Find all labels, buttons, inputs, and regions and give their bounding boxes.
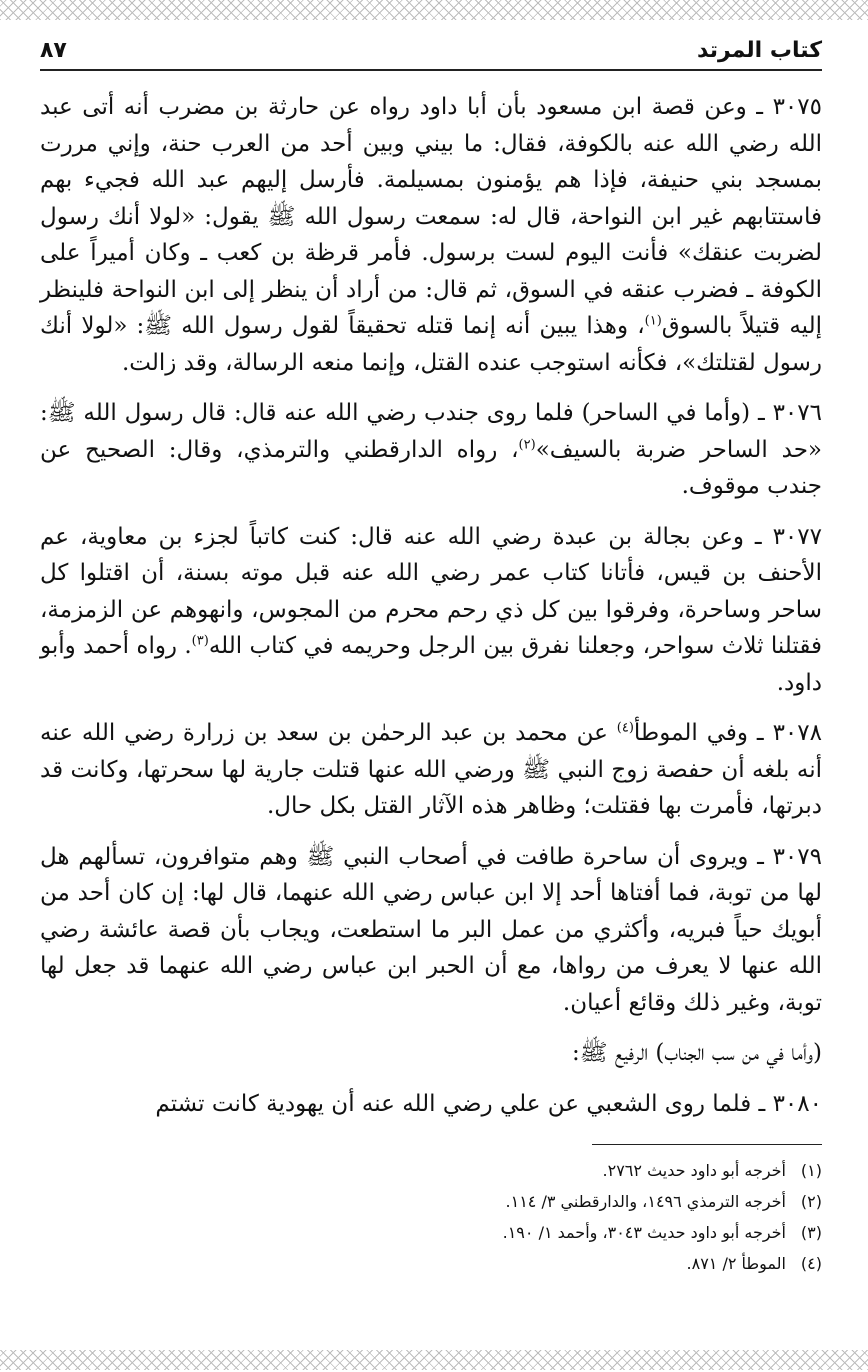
footnote-1	[40, 1155, 822, 1186]
paragraph-text: ، وهذا يبين أنه إنما قتله تحقيقاً لقول رسول الله ﷺ: «لولا أنك رسول لقتلتك»، فكأنه استوجب عنده القتل، وإنما منعه الرسالة، وقد زالت.	[40, 313, 822, 376]
paragraph-text: عن محمد بن عبد الرحمٰن بن سعد بن زرارة رضي الله عنه أنه بلغه أن حفصة زوج النبي ﷺ ورضي الله عنها قتلت جارية لها سحرتها، وكانت قد دبرتها، فأمرت بها فقتلت؛ وظاهر هذه الآثار القتل بكل حال.	[40, 720, 822, 819]
footnote-text: أخرجه أبو داود حديث ٣٠٤٣، وأحمد ١/ ١٩٠.	[502, 1223, 786, 1242]
footnote-3	[40, 1217, 822, 1248]
running-header	[40, 38, 822, 71]
footnote-ref: (٢)	[518, 436, 536, 452]
footnote-mark: (٢)	[800, 1192, 822, 1211]
footnote-mark: (٣)	[800, 1223, 822, 1242]
paragraph-3080	[40, 1086, 822, 1123]
footnote-mark: (١)	[800, 1161, 822, 1180]
paragraph-number: ٣٠٧٨	[772, 720, 822, 746]
paragraph-text: ـ وعن قصة ابن مسعود بأن أبا داود رواه عن حارثة بن مضرب أنه أتى عبد الله رضي الله عنه بالكوفة، فقال: ما بيني وبين أحد من العرب حنة، وإني مررت بمسجد بني حنيفة، فإذا هم يؤمنون بمسيلمة. فأرسل إليهم عبد الله فجيء بهم فاستتابهم غير ابن النواحة، قال له: سمعت رسول الله ﷺ يقول: «لولا أنك رسول لضربت عنقك» فأنت اليوم لست برسول. فأمر قرظة بن كعب ـ وكان أميراً على الكوفة ـ فضرب عنقه في السوق، ثم قال: من أراد أن ينظر إلى ابن النواحة فلينظر إليه قتيلاً بالسوق	[40, 94, 822, 339]
book-title: كتاب المرتد	[696, 38, 822, 63]
paragraph-number: ٣٠٨٠	[772, 1090, 822, 1117]
footnote-2	[40, 1186, 822, 1217]
paragraph-3077	[40, 519, 822, 702]
paragraph-text: ـ فلما روى الشعبي عن علي رضي الله عنه أن يهودية كانت تشتم	[155, 1090, 773, 1117]
paragraph-text: . رواه أحمد وأبو داود.	[40, 633, 822, 696]
footnotes	[40, 1155, 822, 1279]
paragraph-number: ٣٠٧٦	[772, 400, 822, 426]
book-page	[40, 38, 822, 1279]
main-text	[40, 89, 822, 1122]
decorative-bottom-border	[0, 1350, 868, 1370]
paragraph-number: ٣٠٧٩	[772, 843, 822, 870]
paragraph-3075	[40, 89, 822, 381]
paragraph-3076	[40, 395, 822, 505]
paragraph-text: ـ وفي الموطأ	[633, 720, 773, 746]
paragraph-3079	[40, 839, 822, 1022]
footnote-divider	[592, 1144, 822, 1145]
footnote-4	[40, 1248, 822, 1279]
footnote-text: أخرجه أبو داود حديث ٢٧٦٢.	[602, 1161, 786, 1180]
decorative-top-border	[0, 0, 868, 20]
paragraph-text: ، رواه الدارقطني والترمذي، وقال: الصحيح عن جندب موقوف.	[40, 436, 822, 499]
footnote-ref: (٤)	[616, 720, 634, 736]
paragraph-number: ٣٠٧٥	[772, 94, 822, 120]
paragraph-text: ـ (وأما في الساحر) فلما روى جندب رضي الله عنه قال: قال رسول الله ﷺ: «حد الساحر ضربة بالسيف»	[40, 400, 822, 463]
paragraph-number: ٣٠٧٧	[772, 523, 822, 550]
footnote-text: الموطأ ٢/ ٨٧١.	[686, 1254, 786, 1273]
section-heading-line	[40, 1035, 822, 1072]
paragraph-3078	[40, 715, 822, 825]
paragraph-text: ـ ويروى أن ساحرة طافت في أصحاب النبي ﷺ وهم متوافرون، تسألهم هل لها من توبة، فما أفتاها أحد إلا ابن عباس رضي الله عنهما، قال لها: إن كان أحد من أبويك حياً فبريه، وأكثري من عمل البر ما استطعت، ويجاب بأن قصة عائشة رضي الله عنها لا يعرف من رواها، مع أن الحبر ابن عباس رضي الله عنهما قد جعل لها توبة، وغير ذلك وقائع أعيان.	[40, 843, 822, 1016]
paragraph-text: ـ وعن بجالة بن عبدة رضي الله عنه قال: كنت كاتباً لجزء بن معاوية، عم الأحنف بن قيس، فأتانا كتاب عمر رضي الله عنه قبل موته بسنة، أن اقتلوا كل ساحر وساحرة، وفرقوا بين كل ذي رحم محرم من المجوس، وانهوهم عن الزمزمة، فقتلنا ثلاث سواحر، وجعلنا نفرق بين الرجل وحريمه في كتاب الله	[40, 523, 822, 659]
paragraph-text: (وأما في من سب الجناب) الرفيع ﷺ:	[572, 1040, 822, 1066]
footnote-ref: (١)	[644, 313, 662, 329]
footnote-mark: (٤)	[800, 1254, 822, 1273]
footnote-ref: (٣)	[191, 633, 209, 649]
page-number: ٨٧	[40, 38, 67, 63]
footnote-text: أخرجه الترمذي ١٤٩٦، والدارقطني ٣/ ١١٤.	[505, 1192, 786, 1211]
